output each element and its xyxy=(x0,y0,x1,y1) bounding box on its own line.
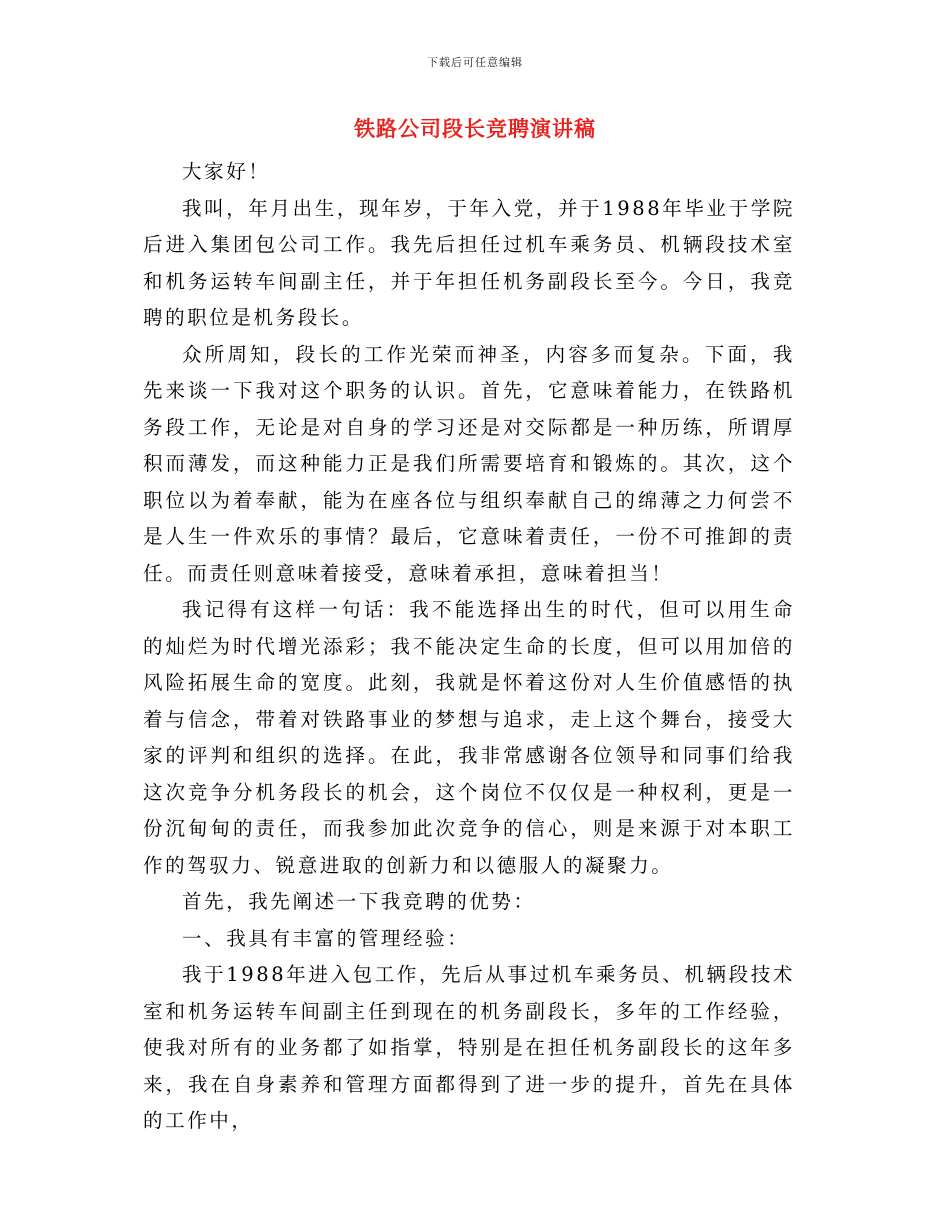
document-title: 铁路公司段长竞聘演讲稿 xyxy=(354,116,596,141)
paragraph-advantages-intro: 首先，我先阐述一下我竞聘的优势： xyxy=(182,890,536,913)
paragraph-role-understanding: 众所周知，段长的工作光荣而神圣，内容多而复杂。下面，我先来谈一下我对这个职务的认识。首先，它意味着能力，在铁路机务段工作，无论是对自身的学习还是对交际都是一种历练，所谓厚积而薄发，而这种能力正是我们所需要培育和锻炼的。其次，这个职位以为着奉献，能为在座各位与组织奉献自己的绵薄之力何尝不是人生一件欢乐的事情？最后，它意味着责任，一份不可推卸的责任。而责任则意味着接受，意味着承担，意味着担当！ xyxy=(143,342,795,585)
paragraph-introduction: 我叫，年月出生，现年岁，于年入党，并于1988年毕业于学院后进入集团包公司工作。我先后担任过机车乘务员、机辆段技术室和机务运转车间副主任，并于年担任机务副段长至今。今日，我竞聘的职位是机务段长。 xyxy=(143,196,795,329)
paragraph-greeting: 大家好！ xyxy=(182,160,271,183)
paragraph-section-heading: 一、我具有丰富的管理经验： xyxy=(182,926,470,950)
header-note: 下载后可任意编辑 xyxy=(427,56,523,69)
paragraph-experience: 我于1988年进入包工作，先后从事过机车乘务员、机辆段技术室和机务运转车间副主任到现在的机务副段长，多年的工作经验，使我对所有的业务都了如指掌，特别是在担任机务副段长的这年多来，我在自身素养和管理方面都得到了进一步的提升，首先在具体的工作中， xyxy=(143,963,795,1132)
document-body xyxy=(143,154,795,1140)
paragraph-motivation: 我记得有这样一句话：我不能选择出生的时代，但可以用生命的灿烂为时代增光添彩；我不能决定生命的长度，但可以用加倍的风险拓展生命的宽度。此刻，我就是怀着这份对人生价值感悟的执着与信念，带着对铁路事业的梦想与追求，走上这个舞台，接受大家的评判和组织的选择。在此，我非常感谢各位领导和同事们给我这次竞争分机务段长的机会，这个岗位不仅仅是一种权利，更是一份沉甸甸的责任，而我参加此次竞争的信心，则是来源于对本职工作的驾驭力、锐意进取的创新力和以德服人的凝聚力。 xyxy=(143,598,795,877)
